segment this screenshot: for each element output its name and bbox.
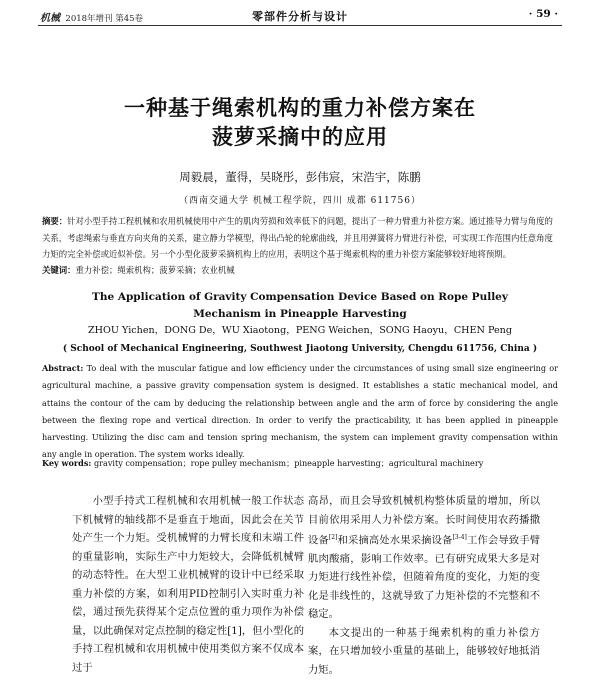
journal-issue: 2018年增刊 第45卷 — [65, 14, 144, 24]
authors-cn: 周毅晨，董得，吴晓彤，彭伟宸，宋浩宇，陈鹏 — [179, 170, 421, 184]
keywords-cn — [42, 262, 558, 279]
authors-en: ZHOU Yichen，DONG De，WU Xiaotong，PENG Weichen，SONG Haoyu，CHEN Peng — [88, 325, 512, 336]
body-column-left — [72, 492, 304, 677]
page-number: · 59 · — [528, 8, 558, 20]
abstract-en — [42, 360, 558, 464]
citation-ref: [3-4] — [452, 534, 467, 541]
keywords-cn-text: 重力补偿；绳索机构；菠萝采摘；农业机械 — [75, 265, 235, 275]
journal-name: 机械 — [40, 13, 60, 24]
title-en: The Application of Gravity Compensation Device Based on Rope Pulley Mechanism in Pineapple Harvesting — [92, 291, 508, 320]
body-text: 和采摘高处水果采摘设备 — [337, 534, 453, 547]
keywords-en-text: gravity compensation；rope pulley mechanism；pineapple harvesting；agricultural machinery — [93, 458, 484, 468]
body-paragraph: 小型手持式工程机械和农用机械一般工作状态下机械臂的轴线都不是垂直于地面，因此会在关节处产生一个力矩。受机械臂的力臂长度和末端工件的重量影响，实际生产中力矩较大，会降低机械臂的动态特性。在大型工业机械臂的设计中已经采取重力补偿的方案，如利用PID控制引入实时重力补偿，通过预先获得某个定点位置的重力项作为补偿量，以此确保对定点控制的稳定性[1]，但小型化的手持工程机械和农用机械中使用类似方案不仅成本过于 — [72, 495, 304, 674]
keywords-en — [42, 458, 558, 469]
title-cn-line-1: 一种基于绳索机构的重力补偿方案在 — [124, 95, 476, 120]
body-column-right — [308, 492, 540, 679]
body-paragraph: 本文提出的一种基于绳索机构的重力补偿方案，在只增加较小重量的基础上，能够较好地抵消力矩。 — [308, 626, 540, 676]
title-cn-line-2: 菠萝采摘中的应用 — [212, 124, 388, 149]
body-text: 高昂，而且会导致机械机构整体质量的增加，所以目前依用采用人力补偿方案。长时间使用农药播撒设备 — [308, 495, 540, 547]
body-paragraph — [308, 492, 540, 624]
header-divider — [38, 25, 562, 26]
body-text: 工作会导致手臂肌肉酸痛，影响工作效率。已有研究成果大多是对力矩进行线性补偿，但随着角度的变化，力矩的变化是非线性的，这就导致了力矩补偿的不完整和不稳定。 — [308, 534, 541, 621]
abstract-en-text: To deal with the muscular fatigue and low efficiency under the circumstances of using small size engineering or agricultural machine, a passive gravity compensation system is designed. It establishes a static mechanical model, and attains the contour of the cam by deducing the relationship between angle and the arm of force by considering the angle between the flexing rope and vertical direction. In order to verify the practicability, it has been applied in pineapple harvesting. Utilizing the disc cam and tension spring mechanism, the system can implement gravity compensation within any angle in operation. The system works ideally. — [42, 363, 558, 460]
keywords-en-label: Key words: — [42, 458, 92, 468]
abstract-cn-label: 摘要： — [42, 216, 68, 226]
affiliation-en: ( School of Mechanical Engineering, Southwest Jiaotong University, Chengdu 611756, China ) — [62, 344, 538, 354]
abstract-cn-text: 针对小型手持工程机械和农用机械使用中产生的肌肉劳损和效率低下的问题，提出了一种力臂重力补偿方案。通过推导力臂与角度的关系，考虑绳索与垂直方向夹角的关系，建立静力学模型，得出凸轮的轮廓曲线，并且用弹簧将力臂进行补偿，可实现工作范围内任意角度力矩的完全补偿或近似补偿。另一个小型化菠萝采摘机构上的应用，表明这个基于绳索机构的重力补偿方案能够较好地将预期。 — [42, 216, 553, 259]
citation-ref: [2] — [328, 534, 338, 541]
keywords-cn-label: 关键词： — [42, 265, 76, 275]
abstract-en-label: Abstract: — [42, 363, 84, 373]
section-name: 零部件分析与设计 — [252, 10, 348, 23]
abstract-cn — [42, 213, 558, 263]
affiliation-cn: （西南交通大学 机械工程学院，四川 成都 611756） — [179, 196, 421, 206]
